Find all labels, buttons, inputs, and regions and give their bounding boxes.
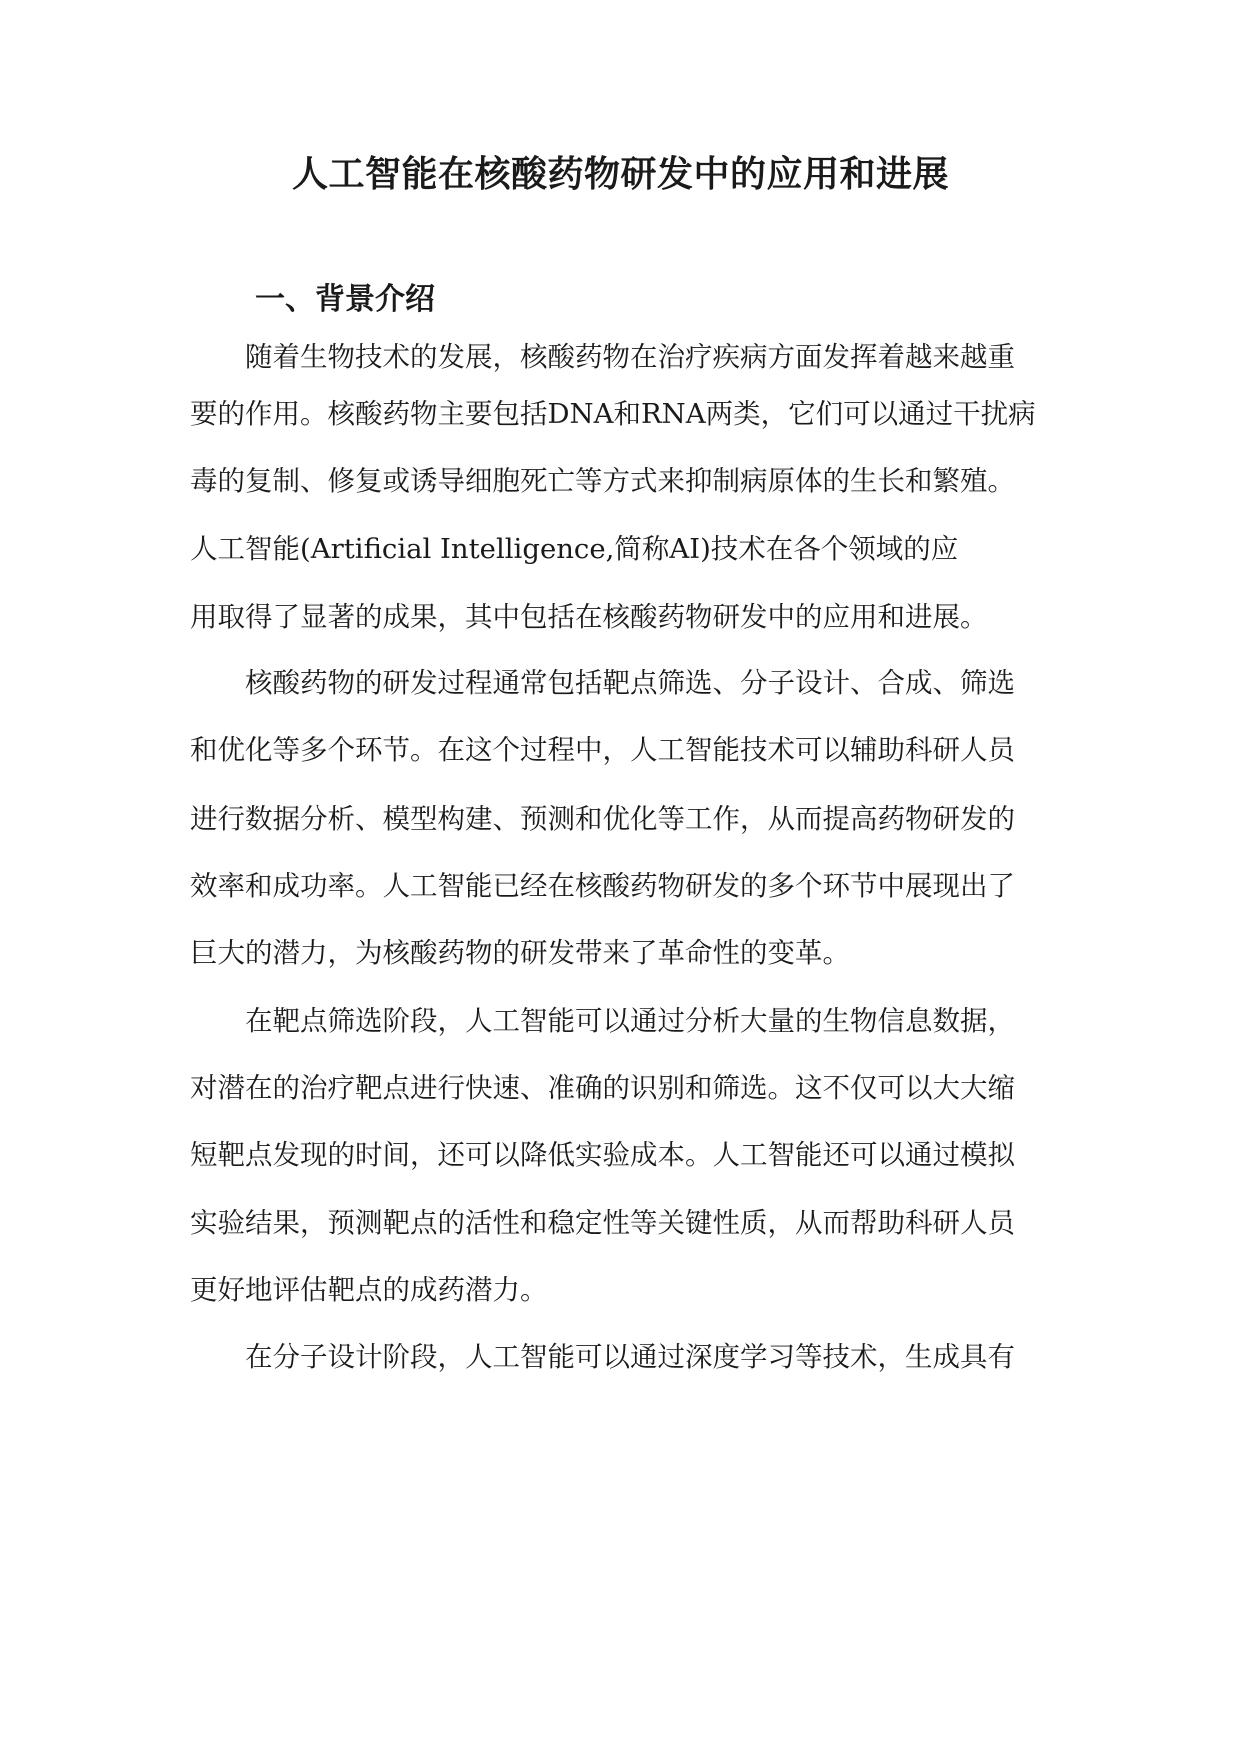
paragraph-line: 进行数据分析、模型构建、预测和优化等工作，从而提高药物研发的 — [190, 803, 1015, 835]
paragraph-line: 毒的复制、修复或诱导细胞死亡等方式来抑制病原体的生长和繁殖。 — [190, 465, 1015, 497]
paragraph-line: 在靶点筛选阶段，人工智能可以通过分析大量的生物信息数据， — [245, 1005, 1015, 1037]
section-heading: 一、背景介绍 — [255, 282, 435, 317]
paragraph-line: 对潜在的治疗靶点进行快速、准确的识别和筛选。这不仅可以大大缩 — [190, 1072, 1015, 1104]
paragraph-line: 在分子设计阶段，人工智能可以通过深度学习等技术，生成具有 — [245, 1341, 1015, 1373]
paragraph-line: 巨大的潜力，为核酸药物的研发带来了革命性的变革。 — [190, 937, 850, 969]
paragraph-line: 核酸药物的研发过程通常包括靶点筛选、分子设计、合成、筛选 — [245, 667, 1015, 699]
paragraph-line: 和优化等多个环节。在这个过程中，人工智能技术可以辅助科研人员 — [190, 734, 1015, 766]
paragraph-line: 随着生物技术的发展，核酸药物在治疗疾病方面发挥着越来越重 — [245, 341, 1015, 373]
paragraph-line: 人工智能(Artificial Intelligence,简称AI)技术在各个领域的应 — [190, 533, 959, 565]
paragraph-line: 实验结果，预测靶点的活性和稳定性等关键性质，从而帮助科研人员 — [190, 1207, 1015, 1239]
paragraph-line: 短靶点发现的时间，还可以降低实验成本。人工智能还可以通过模拟 — [190, 1139, 1015, 1171]
paragraph-line: 用取得了显著的成果，其中包括在核酸药物研发中的应用和进展。 — [190, 601, 988, 633]
document-title: 人工智能在核酸药物研发中的应用和进展 — [291, 154, 949, 195]
paragraph-line: 更好地评估靶点的成药潜力。 — [190, 1274, 548, 1306]
paragraph-line: 效率和成功率。人工智能已经在核酸药物研发的多个环节中展现出了 — [190, 870, 1015, 902]
paragraph-line: 要的作用。核酸药物主要包括DNA和RNA两类，它们可以通过干扰病 — [190, 398, 1036, 430]
